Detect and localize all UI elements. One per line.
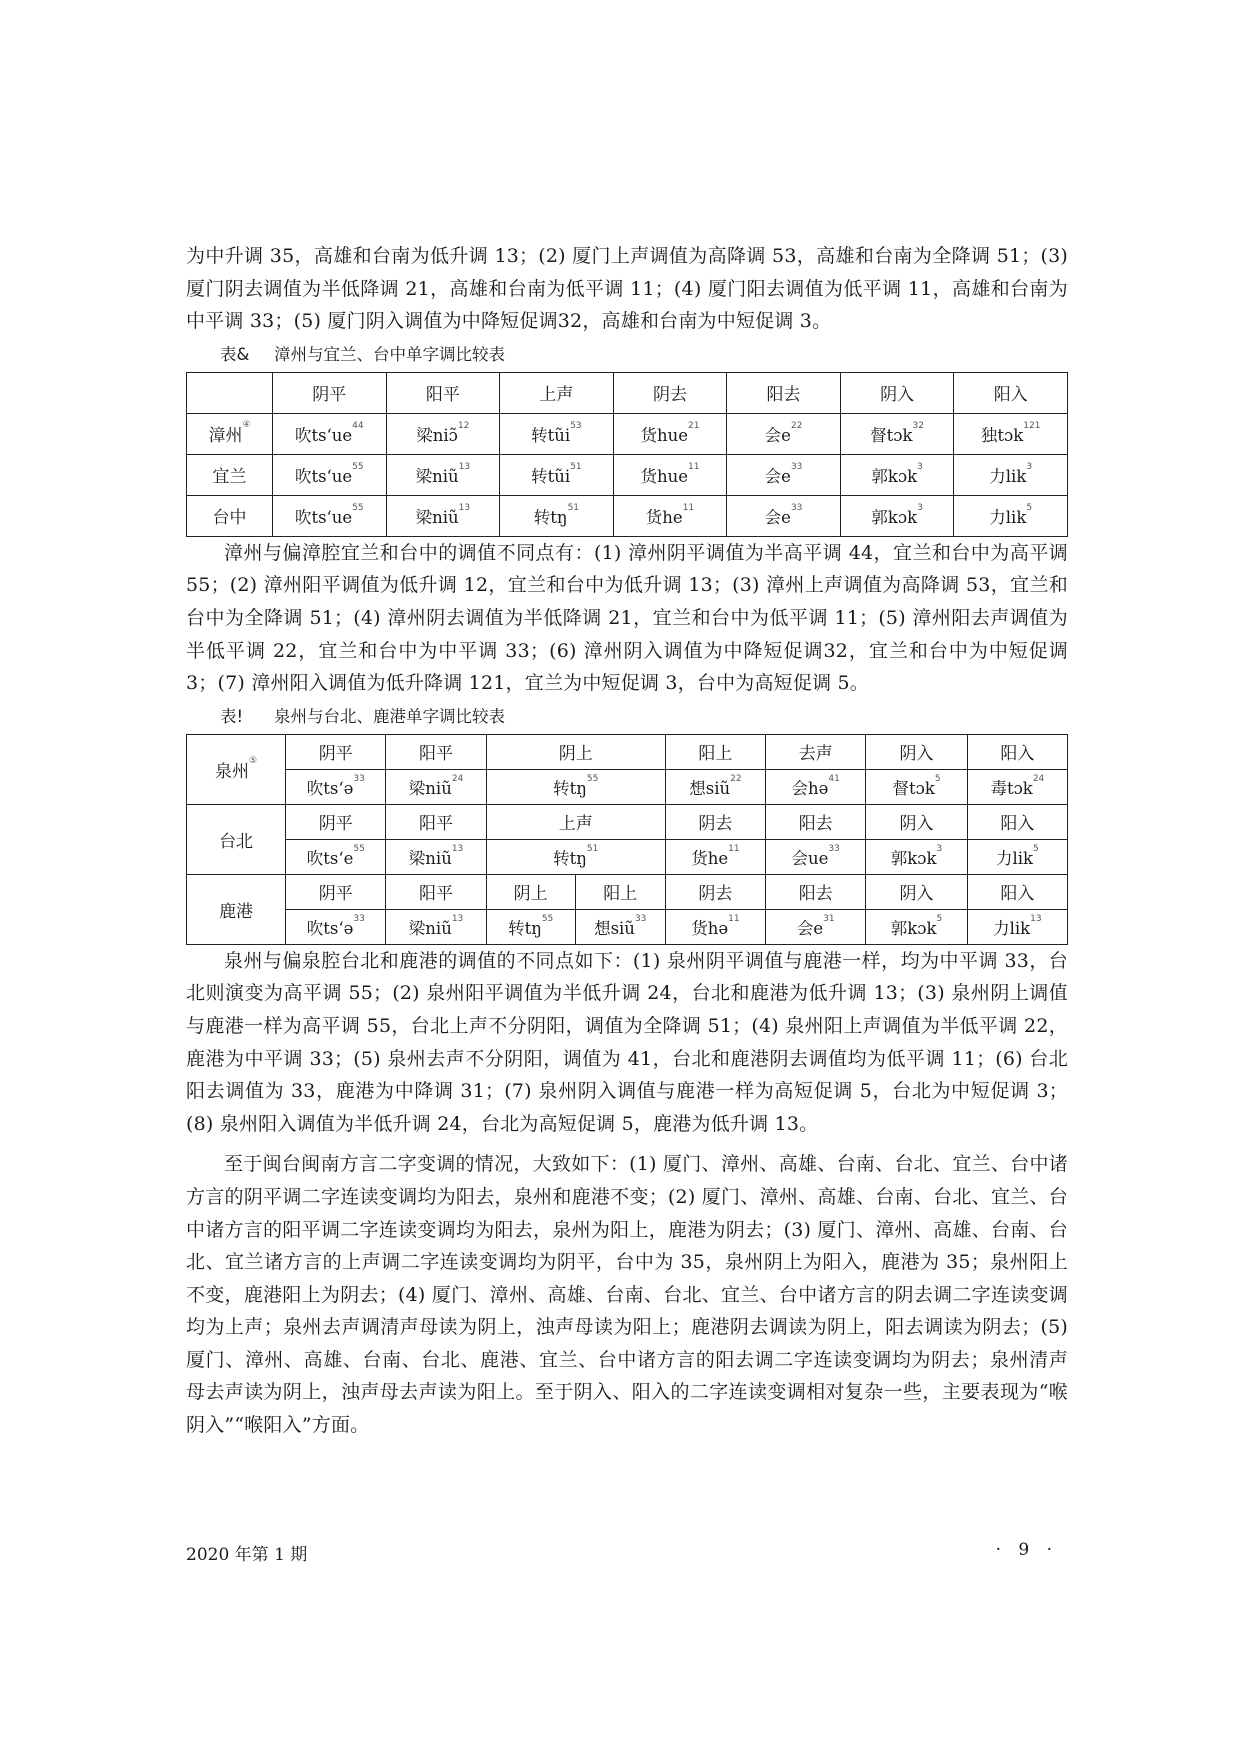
cell-ipa: tsʻə <box>323 778 354 798</box>
cell-tone-value: 33 <box>790 461 803 472</box>
table1-header-row <box>187 372 1068 413</box>
table1-header-cell: 阳入 <box>954 372 1068 413</box>
cell-ipa: niũ <box>432 466 459 486</box>
table2-caption <box>186 700 1068 734</box>
table2-header-cell: 阳去 <box>766 804 866 839</box>
cell-ipa: tsʻue <box>311 507 353 527</box>
cell-tone-value: 11 <box>688 461 700 472</box>
cell-tone-value: 33 <box>353 913 365 924</box>
cell-tone-value: 55 <box>586 773 599 784</box>
tone-cell <box>500 413 614 454</box>
cell-tone-value: 22 <box>730 773 742 784</box>
tone-cell <box>727 413 841 454</box>
cell-character: 督 <box>870 425 887 445</box>
tone-cell <box>575 909 665 944</box>
footnote-marker: ⑤ <box>249 755 258 766</box>
cell-ipa: niũ <box>425 778 452 798</box>
table2-header-cell: 阳平 <box>386 874 486 909</box>
tone-cell <box>866 909 967 944</box>
tone-cell <box>613 495 727 536</box>
cell-character: 会 <box>791 778 809 798</box>
cell-character: 转 <box>531 425 548 445</box>
cell-character: 转 <box>508 918 525 938</box>
page-footer <box>186 1540 1068 1565</box>
tone-cell <box>954 413 1068 454</box>
table2-header-cell: 阴上 <box>486 734 665 769</box>
cell-tone-value: 3 <box>1026 461 1033 472</box>
tone-cell <box>967 839 1067 874</box>
cell-character: 会 <box>764 425 782 445</box>
cell-tone-value: 33 <box>790 502 803 513</box>
paragraph-mid: 漳州与偏漳腔宜兰和台中的调值不同点有：(1) 漳州阴平调值为半高平调 44，宜兰和台中为高平调 55；(2) 漳州阳平调值为低升调 12，宜兰和台中为低升调 13；(3) 漳州上声调值为高降调 53，宜兰和台中为全降调 51；(4) 漳州阴去调值为半低降调 21，宜兰和台中为低平调 11；(5) 漳州阳去声调值为半低平调 22，宜兰和台中为中平调 33；(6) 漳州阴入调值为中降短促调32，宜兰和台中为中短促调 3；(7) 漳州阳入调值为低升降调 121，宜兰为中短促调 3，台中为高短促调 5。 <box>186 541 1068 695</box>
cell-character: 吹 <box>294 507 312 527</box>
tone-cell <box>665 909 765 944</box>
tone-cell <box>866 839 967 874</box>
cell-character: 转 <box>533 507 551 527</box>
tone-cell <box>500 454 614 495</box>
tone-cell <box>286 769 386 804</box>
cell-ipa: hue <box>656 425 688 445</box>
cell-character: 力 <box>995 848 1013 868</box>
page-body <box>186 240 1068 1442</box>
table2-header-cell: 阴入 <box>866 874 967 909</box>
cell-ipa: tɔk <box>997 425 1024 445</box>
tone-cell <box>486 839 665 874</box>
footnote-marker: ④ <box>242 420 251 431</box>
table2-header-cell: 阴平 <box>286 804 386 839</box>
cell-ipa: niɔ̃ <box>432 425 458 445</box>
table1-caption-title: 漳州与宜兰、台中单字调比较表 <box>274 344 505 364</box>
tone-cell <box>613 413 727 454</box>
cell-ipa: e <box>781 466 791 486</box>
cell-ipa: tŋ <box>569 778 587 798</box>
cell-character: 吹 <box>306 848 324 868</box>
cell-ipa: tsʻe <box>323 848 354 868</box>
table1-header-cell: 阴平 <box>273 372 387 413</box>
cell-tone-value: 55 <box>352 461 364 472</box>
cell-tone-value: 53 <box>570 420 582 431</box>
cell-tone-value: 55 <box>352 502 364 513</box>
row-label: 台北 <box>219 831 254 852</box>
cell-character: 吹 <box>294 425 312 445</box>
tone-cell <box>273 495 387 536</box>
tone-cell <box>766 839 866 874</box>
tone-cell <box>386 769 486 804</box>
cell-ipa: tŋ <box>550 507 568 527</box>
cell-tone-value: 13 <box>458 461 471 472</box>
table2-header-cell: 阴入 <box>866 734 967 769</box>
row-label: 宜兰 <box>212 467 247 488</box>
row-label-cell <box>187 413 273 454</box>
table1-header-cell: 阴去 <box>613 372 727 413</box>
table2-header-cell: 阴去 <box>665 804 765 839</box>
cell-character: 转 <box>531 466 548 486</box>
cell-ipa: niũ <box>425 848 452 868</box>
cell-tone-value: 55 <box>353 843 365 854</box>
cell-tone-value: 55 <box>541 913 554 924</box>
tone-cell <box>766 769 866 804</box>
cell-ipa: tɔk <box>886 425 913 445</box>
cell-tone-value: 31 <box>823 913 835 924</box>
cell-character: 梁 <box>408 918 426 938</box>
tone-cell <box>486 909 575 944</box>
cell-ipa: siũ <box>610 918 635 938</box>
cell-ipa: tũi <box>547 425 571 445</box>
table2-lugang-header-row <box>187 874 1068 909</box>
cell-tone-value: 51 <box>567 502 580 513</box>
cell-ipa: lik <box>1012 848 1034 868</box>
cell-ipa: e <box>813 918 824 938</box>
tone-cell <box>840 454 954 495</box>
tone-cell <box>500 495 614 536</box>
table2-header-cell: 上声 <box>486 804 665 839</box>
tone-cell <box>967 909 1067 944</box>
cell-tone-value: 13 <box>458 502 471 513</box>
table2-label-lugang <box>187 874 286 944</box>
table2-taibei-header-row <box>187 804 1068 839</box>
table1-caption-num: 表& <box>220 344 250 364</box>
cell-ipa: kɔk <box>887 466 918 486</box>
cell-ipa: tũi <box>547 466 571 486</box>
table1-header-cell: 阳平 <box>386 372 500 413</box>
tone-cell <box>273 454 387 495</box>
tone-cell <box>954 495 1068 536</box>
tone-cell <box>386 495 500 536</box>
cell-ipa: tŋ <box>524 918 542 938</box>
cell-ipa: tɔk <box>908 778 935 798</box>
cell-character: 力 <box>989 507 1006 527</box>
tone-cell <box>967 769 1067 804</box>
cell-ipa: e <box>781 425 791 445</box>
table2-caption-num: 表! <box>220 706 244 726</box>
cell-ipa: kɔk <box>887 507 918 527</box>
cell-ipa: he <box>707 848 729 868</box>
cell-character: 梁 <box>415 507 433 527</box>
tone-cell <box>386 454 500 495</box>
tone-cell <box>386 413 500 454</box>
cell-tone-value: 3 <box>917 461 923 472</box>
cell-ipa: kɔk <box>907 918 937 938</box>
table1-header-cell <box>187 372 273 413</box>
cell-character: 货 <box>645 507 663 527</box>
tone-cell <box>286 909 386 944</box>
tone-cell <box>386 909 486 944</box>
table2-label-quanzhou <box>187 734 286 804</box>
cell-character: 梁 <box>416 425 433 445</box>
cell-tone-value: 13 <box>451 843 464 854</box>
cell-character: 力 <box>993 918 1010 938</box>
cell-ipa: niũ <box>425 918 452 938</box>
cell-ipa: tŋ <box>569 848 587 868</box>
cell-character: 转 <box>553 778 570 798</box>
paragraph-final: 至于闽台闽南方言二字变调的情况，大致如下：(1) 厦门、漳州、高雄、台南、台北、宜兰、台中诸方言的阴平调二字连读变调均为阳去，泉州和鹿港不变；(2) 厦门、漳州、高雄、台南、台北、宜兰、台中诸方言的阳平调二字连读变调均为阳去，泉州为阳上，鹿港为阴去；(3) 厦门、漳州、高雄、台南、台北、宜兰诸方言的上声调二字连读变调均为阴平，台中为 35，泉州阴上为阳入，鹿港为 35；泉州阳上不变，鹿港阳上为阴去；(4) 厦门、漳州、高雄、台南、台北、宜兰、台中诸方言的阴去调二字连读变调均为上声；泉州去声调清声母读为阴上，浊声母读为阳上；鹿港阴去调读为阴上，阳去调读为阴去；(5) 厦门、漳州、高雄、台南、台北、鹿港、宜兰、台中诸方言的阳去调二字连读变调均为阴去；泉州清声母去声读为阴上，浊声母去声读为阳上。至于阴入、阳入的二字连读变调相对复杂一些，主要表现为“喉阴入”“喉阳入”方面。 <box>186 1153 1068 1437</box>
cell-tone-value: 121 <box>1023 420 1041 431</box>
cell-tone-value: 33 <box>828 843 840 854</box>
tone-cell <box>866 769 967 804</box>
cell-character: 梁 <box>408 848 426 868</box>
cell-character: 力 <box>989 466 1006 486</box>
cell-character: 吹 <box>294 466 312 486</box>
tone-cell <box>840 495 954 536</box>
cell-ipa: tɔk <box>1006 778 1033 798</box>
table1-row <box>187 454 1068 495</box>
table2-header-cell: 阳去 <box>766 874 866 909</box>
tone-cell <box>954 454 1068 495</box>
cell-tone-value: 21 <box>688 420 700 431</box>
cell-tone-value: 44 <box>352 420 364 431</box>
paragraph-after-table2: 泉州与偏泉腔台北和鹿港的调值的不同点如下：(1) 泉州阴平调值与鹿港一样，均为中平调 33，台北则演变为高平调 55；(2) 泉州阳平调值为半低升调 24，台北和鹿港为低升调 13；(3) 泉州阴上调值与鹿港一样为高平调 55，台北上声不分阴阳，调值为全降调 51；(4) 泉州阳上声调值为半低平调 22，鹿港为中平调 33；(5) 泉州去声不分阴阳，调值为 41，台北和鹿港阴去调值均为低平调 11；(6) 台北阳去调值为 33，鹿港为中降调 31；(7) 泉州阴入调值与鹿港一样为高短促调 5，台北为中短促调 3；(8) 泉州阳入调值为半低升调 24，台北为高短促调 5，鹿港为低升调 13。 <box>186 949 1068 1135</box>
table2-header-cell: 阴平 <box>286 734 386 769</box>
table2 <box>186 734 1068 945</box>
page-number: · 9 · <box>995 1540 1058 1560</box>
cell-character: 会 <box>796 918 814 938</box>
table2-header-cell: 阳上 <box>575 874 665 909</box>
cell-ipa: tsʻə <box>323 918 354 938</box>
cell-character: 货 <box>691 918 708 938</box>
tone-cell <box>665 839 765 874</box>
cell-character: 独 <box>980 425 998 445</box>
table1-row <box>187 413 1068 454</box>
cell-ipa: siũ <box>705 778 731 798</box>
cell-tone-value: 3 <box>917 502 923 513</box>
cell-tone-value: 51 <box>586 843 599 854</box>
table2-header-cell: 阳入 <box>967 804 1067 839</box>
cell-ipa: hue <box>656 466 688 486</box>
cell-tone-value: 11 <box>728 913 740 924</box>
table1-header-cell: 阳去 <box>727 372 841 413</box>
cell-ipa: e <box>781 507 791 527</box>
cell-character: 会 <box>764 466 782 486</box>
table2-quanzhou-header-row <box>187 734 1068 769</box>
table1-header-cell: 阴入 <box>840 372 954 413</box>
cell-character: 郭 <box>890 918 908 938</box>
cell-character: 转 <box>553 848 570 868</box>
table2-header-cell: 阴去 <box>665 874 765 909</box>
tone-cell <box>665 769 765 804</box>
table2-quanzhou-value-row <box>187 769 1068 804</box>
cell-character: 货 <box>691 848 708 868</box>
table2-lugang-value-row <box>187 909 1068 944</box>
paragraph-top: 为中升调 35，高雄和台南为低升调 13；(2) 厦门上声调值为高降调 53，高雄和台南为全降调 51；(3) 厦门阴去调值为半低降调 21，高雄和台南为低平调 11；(4) 厦门阳去调值为低平调 11，高雄和台南为中平调 33；(5) 厦门阴入调值为中降短促调32，高雄和台南为中短促调 3。 <box>186 245 1068 333</box>
cell-character: 吹 <box>306 778 324 798</box>
cell-tone-value: 5 <box>1033 843 1039 854</box>
cell-ipa: tsʻue <box>311 466 353 486</box>
cell-ipa: ue <box>808 848 829 868</box>
cell-character: 货 <box>640 466 657 486</box>
table2-header-cell: 阳平 <box>386 734 486 769</box>
cell-tone-value: 13 <box>451 913 464 924</box>
table2-header-cell: 阴入 <box>866 804 967 839</box>
tone-cell <box>486 769 665 804</box>
cell-tone-value: 5 <box>936 913 943 924</box>
table1-header-cell: 上声 <box>500 372 614 413</box>
cell-character: 毒 <box>990 778 1007 798</box>
cell-ipa: lik <box>1005 466 1027 486</box>
table1-caption <box>186 338 1068 372</box>
cell-tone-value: 41 <box>828 773 840 784</box>
tone-cell <box>273 413 387 454</box>
cell-tone-value: 24 <box>451 773 464 784</box>
cell-character: 郭 <box>871 466 888 486</box>
table1 <box>186 372 1068 537</box>
cell-tone-value: 22 <box>790 420 803 431</box>
cell-ipa: niũ <box>432 507 459 527</box>
cell-ipa: tsʻue <box>311 425 353 445</box>
row-label-cell <box>187 454 273 495</box>
cell-ipa: hə <box>808 778 829 798</box>
table2-header-cell: 阳入 <box>967 874 1067 909</box>
cell-character: 郭 <box>890 848 908 868</box>
tone-cell <box>386 839 486 874</box>
tone-cell <box>613 454 727 495</box>
cell-ipa: lik <box>1005 507 1027 527</box>
journal-issue: 2020 年第 1 期 <box>186 1545 308 1565</box>
cell-character: 会 <box>764 507 782 527</box>
row-label-cell <box>187 495 273 536</box>
cell-ipa: he <box>662 507 683 527</box>
cell-tone-value: 24 <box>1032 773 1045 784</box>
cell-ipa: lik <box>1009 918 1031 938</box>
cell-tone-value: 5 <box>1026 502 1033 513</box>
table2-header-cell: 去声 <box>766 734 866 769</box>
table2-header-cell: 阳入 <box>967 734 1067 769</box>
tone-cell <box>727 495 841 536</box>
cell-character: 会 <box>791 848 809 868</box>
cell-character: 郭 <box>871 507 888 527</box>
cell-tone-value: 3 <box>936 843 943 854</box>
tone-cell <box>727 454 841 495</box>
table2-caption-title: 泉州与台北、鹿港单字调比较表 <box>274 706 505 726</box>
cell-character: 梁 <box>415 466 433 486</box>
cell-character: 想 <box>594 918 611 938</box>
cell-tone-value: 33 <box>634 913 647 924</box>
tone-cell <box>286 839 386 874</box>
row-label: 泉州 <box>215 761 250 782</box>
table2-header-cell: 阳平 <box>386 804 486 839</box>
table2-header-cell: 阴上 <box>486 874 575 909</box>
cell-tone-value: 13 <box>1030 913 1042 924</box>
cell-tone-value: 33 <box>353 773 365 784</box>
table2-header-cell: 阳上 <box>665 734 765 769</box>
cell-character: 梁 <box>408 778 426 798</box>
cell-tone-value: 32 <box>912 420 924 431</box>
row-label: 台中 <box>212 508 247 529</box>
cell-ipa: kɔk <box>907 848 937 868</box>
cell-character: 督 <box>892 778 909 798</box>
table2-label-taibei <box>187 804 286 874</box>
cell-tone-value: 5 <box>934 773 941 784</box>
tone-cell <box>766 909 866 944</box>
row-label: 漳州 <box>208 426 243 447</box>
table2-header-cell: 阴平 <box>286 874 386 909</box>
cell-tone-value: 11 <box>682 502 695 513</box>
cell-tone-value: 51 <box>570 461 582 472</box>
tone-cell <box>840 413 954 454</box>
table1-row <box>187 495 1068 536</box>
cell-character: 吹 <box>306 918 324 938</box>
cell-character: 货 <box>640 425 657 445</box>
cell-tone-value: 11 <box>728 843 740 854</box>
cell-tone-value: 12 <box>457 420 470 431</box>
cell-character: 想 <box>689 778 706 798</box>
table2-taibei-value-row <box>187 839 1068 874</box>
row-label: 鹿港 <box>219 901 254 922</box>
cell-ipa: hə <box>707 918 729 938</box>
